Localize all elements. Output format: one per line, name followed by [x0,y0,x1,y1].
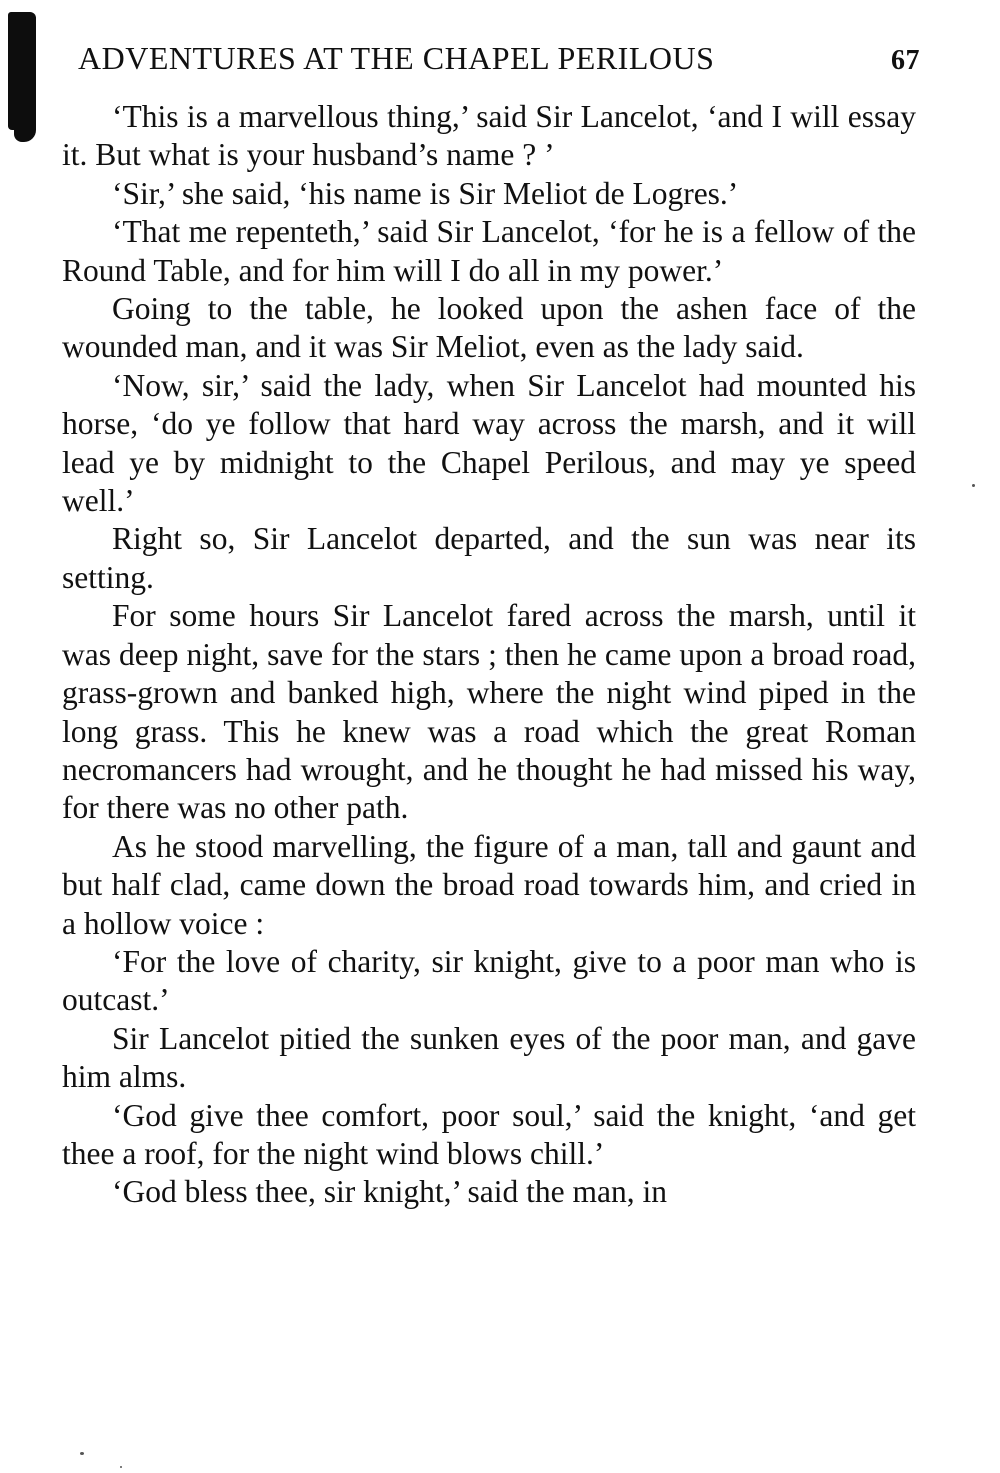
paragraph: ‘That me repenteth,’ said Sir Lancelot, ‘for he is a fellow of the Round Table, and for him will I do all in my power.’ [62,214,916,288]
paragraph: Right so, Sir Lancelot departed, and the sun was near its setting. [62,521,916,595]
scan-speck [972,484,975,487]
scan-speck [80,1452,84,1455]
body-text [62,98,916,1212]
binding-shadow [8,12,36,130]
paragraph: Going to the table, he looked upon the ashen face of the wounded man, and it was Sir Meliot, even as the lady said. [62,291,916,365]
paragraph: ‘This is a marvellous thing,’ said Sir Lancelot, ‘and I will essay it. But what is your husband’s name ? ’ [62,99,916,173]
page-number: 67 [891,45,920,76]
paragraph: ‘Now, sir,’ said the lady, when Sir Lancelot had mounted his horse, ‘do ye follow that hard way across the marsh, and it will lead ye by midnight to the Chapel Perilous, and may ye speed well.’ [62,367,916,519]
paragraph: For some hours Sir Lancelot fared across the marsh, until it was deep night, save for the stars ; then he came upon a broad road, grass-grown and banked high, where the night wind piped in the long grass. This he knew was a road which the great Roman necromancers had wrought, and he thought he had missed his way, for there was no other path. [62,598,916,826]
paragraph: ‘Sir,’ she said, ‘his name is Sir Meliot de Logres.’ [112,175,739,211]
paragraph: ‘God give thee comfort, poor soul,’ said the knight, ‘and get thee a roof, for the night wind blows chill.’ [62,1097,916,1171]
paragraph: As he stood marvelling, the figure of a man, tall and gaunt and but half clad, came down the broad road towards him, and cried in a hollow voice : [62,828,916,941]
running-head-title: ADVENTURES AT THE CHAPEL PERILOUS [78,40,715,76]
paragraph: ‘For the love of charity, sir knight, give to a poor man who is outcast.’ [62,943,916,1018]
paragraph: ‘God bless thee, sir knight,’ said the man, in [112,1174,667,1210]
paragraph: Sir Lancelot pitied the sunken eyes of the poor man, and gave him alms. [62,1020,916,1095]
running-head [78,40,920,84]
scan-speck [120,1466,122,1468]
